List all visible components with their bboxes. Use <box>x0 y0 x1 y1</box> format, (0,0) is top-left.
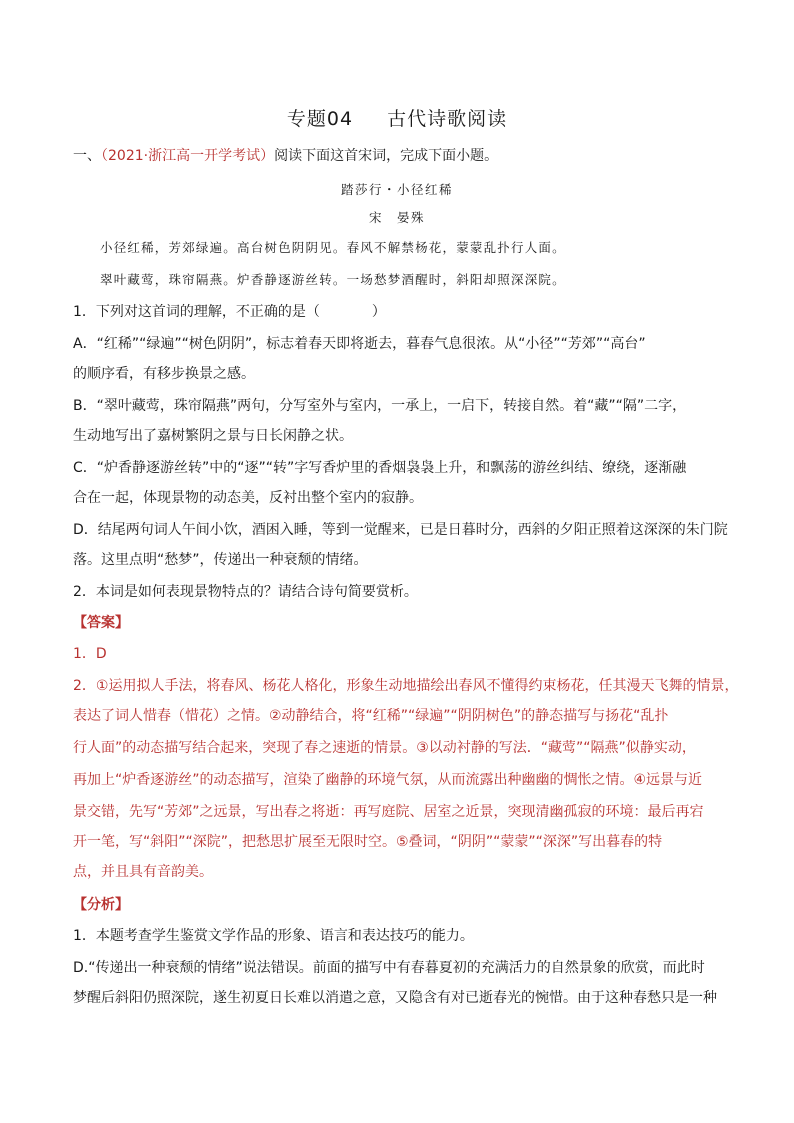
analysis-line-1: 1．本题考查学生鉴赏文学作品的形象、语言和表达技巧的能力。 <box>73 928 474 944</box>
answer-2-line-5: 景交错，先写“芳郊”之远景，写出春之将逝：再写庭院、居室之近景，突现清幽孤寂的环境：最后再宕 <box>73 804 704 820</box>
option-d-line-1: D．结尾两句词人午间小饮，酒困入睡，等到一觉醒来，已是日暮时分，西斜的夕阳正照着这深深的朱门院 <box>73 522 728 538</box>
option-c-line-1: C．“炉香静逐游丝转”中的“逐”“转”字写香炉里的香烟袅袅上升，和飘荡的游丝纠结、缭绕，逐渐融 <box>73 460 687 476</box>
poem-line-2: 翠叶藏莺，珠帘隔燕。炉香静逐游丝转。一场愁梦酒醒时，斜阳却照深深院。 <box>100 272 566 287</box>
option-a-line-1: A．“红稀”“绿遍”“树色阴阴”，标志着春天即将逝去，暮春气息很浓。从“小径”“芳郊”“高台” <box>73 336 646 352</box>
answer-1: 1．D <box>73 646 107 662</box>
answer-heading: 【答案】 <box>73 615 129 631</box>
answer-2-line-4: 再加上“炉香逐游丝”的动态描写，渲染了幽静的环境气氛，从而流露出种幽幽的惆怅之情。④远景与近 <box>73 772 703 788</box>
answer-2-line-2: 表达了词人惜春（惜花）之情。②动静结合，将“红稀”“绿遍”“阴阴树色”的静态描写与扬花“乱扑 <box>73 708 669 724</box>
answer-2-line-7: 点，并且具有音韵美。 <box>73 864 213 880</box>
answer-2-line-3: 行人面”的动态描写结合起来，突现了春之速逝的情景。③以动衬静的写法．“藏莺”“隔燕”似静实动， <box>73 740 696 756</box>
page-title <box>0 104 794 131</box>
option-a-line-2: 的顺序看，有移步换景之感。 <box>73 366 255 382</box>
option-b-line-1: B．“翠叶藏莺，珠帘隔燕”两句，分写室外与室内，一承上，一启下，转接自然。着“藏”“隔”二字， <box>73 398 687 414</box>
question-1: 1．下列对这首词的理解，不正确的是（ ） <box>73 304 386 320</box>
question-source: （2021·浙江高一开学考试） <box>101 148 275 164</box>
question-intro: 一、（2021·浙江高一开学考试）阅读下面这首宋词，完成下面小题。 <box>73 148 499 164</box>
option-d-line-2: 落。这里点明“愁梦”，传递出一种衰颓的情绪。 <box>73 552 368 568</box>
option-b-line-2: 生动地写出了嘉树繁阴之景与日长闲静之状。 <box>73 428 353 444</box>
analysis-line-2: D.“传递出一种衰颓的情绪”说法错误。前面的描写中有春暮夏初的充满活力的自然景象的欣赏，而此时 <box>73 960 705 976</box>
poem-author: 宋 晏殊 <box>368 210 425 225</box>
analysis-heading: 【分析】 <box>73 897 129 913</box>
answer-2-line-1: 2．①运用拟人手法，将春风、杨花人格化，形象生动地描绘出春风不懂得约束杨花，任其漫天飞舞的情景， <box>73 678 739 694</box>
answer-2-line-6: 开一笔，写“斜阳”“深院”，把愁思扩展至无限时空。⑤叠词，“阴阴”“蒙蒙”“深深”写出暮春的特 <box>73 834 663 850</box>
poem-line-1: 小径红稀，芳郊绿遍。高台树色阴阴见。春风不解禁杨花，蒙蒙乱扑行人面。 <box>100 240 566 255</box>
title-topic: 专题04 <box>286 108 354 130</box>
title-subject: 古代诗歌阅读 <box>387 108 508 130</box>
option-c-line-2: 合在一起，体现景物的动态美，反衬出整个室内的寂静。 <box>73 490 423 506</box>
poem-title: 踏莎行・小径红稀 <box>340 182 453 197</box>
question-2: 2．本词是如何表现景物特点的？请结合诗句简要赏析。 <box>73 584 418 600</box>
analysis-line-3: 梦醒后斜阳仍照深院，遂生初夏日长难以消遣之意，又隐含有对已逝春光的惋惜。由于这种春愁只是一种 <box>73 990 717 1006</box>
